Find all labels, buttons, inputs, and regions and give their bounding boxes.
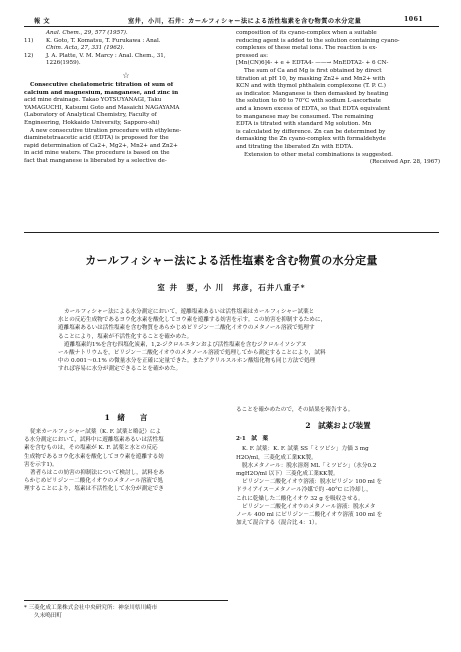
abstract-line: Engineering, Hokkaido University, Sapporo-shi) (24, 119, 160, 126)
body-line: H2O/ml，三菱化成工業KK製。 (236, 454, 317, 461)
abstract-line: to manganese may be consumed. The remaining (236, 113, 374, 120)
abstract-line: rapid determination of Ca2+, Mg2+, Mn2+ and Zn2+ (24, 142, 178, 149)
body-line: 素を含むものは，その塩素が K. F. 試薬と水との反応 (24, 445, 158, 452)
japanese-abstract (58, 308, 420, 374)
body-line: 害を示す1)。 (24, 461, 58, 468)
body-line: らかじめピリジン－二酸化イオウのメタノール溶液で処 (24, 478, 164, 485)
abstract-line: Extension to other metal combinations is suggested. (244, 151, 393, 158)
body-line: 加えて混合する（混合比 4：1）。 (236, 520, 321, 527)
abstract-line: YAMAGUCHI, Katsumi Goto and Masaichi NAGAYAMA (24, 104, 180, 111)
body-line: 生成物であるヨウ化水素を酸化してヨウ素を遊離する妨 (24, 453, 164, 460)
subsection-heading: 2·1 試 薬 (236, 436, 269, 443)
abstract-line: and titrating the liberated Zn with EDTA. (236, 143, 354, 150)
footnote-rule (24, 600, 228, 601)
reference-line: 11) K. Goto, T. Komatsu, T. Furukawa : Anal. (24, 37, 161, 44)
abstract-jp-line: カールフィシャー法による水分測定において，遊離塩素あるいは活性塩素はカールフィシャー試薬と (64, 309, 315, 315)
body-line: 著者らはこの妨害の抑制法について検討し，試料をあ (30, 470, 165, 477)
abstract-jp-line: ることにより，塩素が不活性化することを確かめた。 (58, 333, 193, 340)
body-line: ドライアイス－メタノール冷媒で約 -40°C に冷却し， (236, 487, 372, 494)
body-line: ることを確かめたので，その結果を報告する。 (236, 407, 354, 413)
introduction-text (24, 428, 228, 494)
body-line: ノール 400 ml にピリジン－二酸化イオウ溶液 100 ml を (236, 512, 383, 519)
received-date: (Received Apr. 28, 1967) (369, 159, 440, 166)
abstract-line: (Laboratory of Analytical Chemistry, Faculty of (24, 112, 157, 119)
abstract-line: demasking the Zn cyano-complex with formaldehyde (236, 136, 386, 143)
abstract-line: the solution to 60 to 70°C with sodium L-ascorbate (236, 98, 381, 105)
footnote (24, 604, 228, 620)
footnote-line: * 三菱化成工業株式会社中央研究所：神奈川県川崎市 (24, 605, 158, 611)
abstract-line: as indicator. Manganese is then demasked by heating (236, 90, 389, 97)
abstract-line: A new consecutive titration procedure with ethylene- (30, 127, 182, 134)
footnote-line: 久末鳴田町 (34, 613, 62, 620)
running-title: 室井，小川，石井：カールフィシャー法による活性塩素を含む物質の水分定量 (128, 18, 362, 25)
abstract-jp-line: 遊離塩素約1%を含む四塩化炭素，1,2-ジクロルエタンおよび活性塩素を含むジクロルイソシアヌ (64, 341, 307, 348)
reference-line: Anal. Chem., 29, 577 (1957). (46, 30, 128, 36)
journal-section-label: 報 文 (34, 18, 51, 25)
abstract-line: is calculated by difference. Zn can be determined by (236, 128, 386, 135)
abstract-line: in acid mine waters. The procedure is based on the (24, 150, 170, 157)
body-right-column (236, 406, 440, 527)
abstract-line: diaminetetraacetic acid (EDTA) is proposed for the (24, 135, 169, 142)
abstract-line: acid mine drainage. Takao YOTSUYANAGI, Taku (24, 97, 162, 104)
section-star: ☆ (122, 70, 130, 80)
reference-line: 1226(1959). (46, 60, 81, 67)
abstract-line: complexes of these metal ions. The reaction is ex- (236, 45, 378, 52)
article-title: カールフィシャー法による活性塩素を含む物質の水分定量 (85, 254, 378, 267)
body-line: 脱水メタノール：脱水溶剤 ML「ミツビシ」（水分0.2 (242, 462, 377, 469)
abstract-line: composition of its cyano-complex when a suitable (236, 30, 377, 36)
top-left-column (24, 30, 228, 166)
body-line: ピリジン－二酸化イオウのメタノール溶液：脱水メタ (242, 503, 376, 510)
abstract-title-line: Consecutive chelatometric titration of sum of (30, 81, 174, 88)
abstract-jp-line: 水との反応生成物であるヨウ化水素を酸化してヨウ素を遊離する妨害を示す。この妨害を抑制するために， (58, 317, 327, 324)
page-number: 1061 (404, 16, 424, 23)
reference-line: 12) J. A. Platte, V. M. Marcy : Anal. Chem., 31, (24, 52, 166, 59)
abstract-line: The sum of Ca and Mg is first obtained by direct (244, 67, 382, 74)
abstract-line: and a known excess of EDTA, so that EDTA equivalent (236, 105, 390, 112)
body-line: mgH2O/ml 以下）三菱化成工業KK製。 (236, 471, 339, 478)
abstract-line: titration at pH 10, by masking Zn2+ and Mn2+ with (236, 75, 386, 82)
abstract-title-line: calcium and magnesium, manganese, and zinc in (24, 89, 179, 96)
body-line: K. F. 試薬：K. F. 試薬 SS「ミツビシ」力価 3 mg (242, 446, 369, 453)
top-right-column (236, 30, 440, 167)
abstract-jp-line: 中の 0.001～0.1% の微量水分を正確に定量できた。またアクリルスルホン酸塩化物も同じ方法で処理 (58, 358, 316, 365)
body-line: 理することにより，塩素は不活性化して水分が測定でき (24, 486, 164, 493)
divider-rule (24, 232, 439, 233)
reference-line: Chim. Acta, 27, 331 (1962). (46, 45, 125, 52)
abstract-jp-line: すれば容易に水分が測定できることを確かめた。 (58, 366, 182, 373)
body-line: ピリジン－二酸化イオウ溶液：脱水ピリジン 100 ml を (242, 479, 383, 486)
header-rule (24, 26, 439, 27)
section-heading-reagents: 2 試薬および装置 (305, 421, 371, 431)
abstract-jp-line: ール酸ナトリウムを，ピリジン－二酸化イオウのメタノール溶液で処理してから測定することにより，試料 (58, 350, 326, 357)
article-authors: 室 井 要，小 川 邦彦，石井八重子* (157, 283, 306, 292)
abstract-line: reducing agent is added to the solution containing cyano- (236, 37, 400, 44)
abstract-line: pressed as: (236, 52, 269, 59)
abstract-line: fact that manganese is liberated by a selective de- (24, 157, 167, 164)
body-line: これに乾燥した二酸化イオウ 32 g を吸収させる。 (236, 495, 364, 502)
abstract-line: EDTA is titrated with standard Mg solution. Mn (236, 121, 372, 128)
abstract-line: KCN and with thymol phthalein complexone (T. P. C.) (236, 83, 386, 90)
section-heading-introduction: 1 緒 言 (104, 413, 148, 422)
reaction-equation: [Mn(CN)6]4- + e + EDTA4- ——→ MnEDTA2- + 6 CN- (236, 60, 389, 67)
body-line: る水分測定において，試料中に遊離塩素あるいは活性塩 (24, 437, 164, 444)
abstract-jp-line: 遊離塩素あるいは活性塩素を含む物質をあらかじめピリジン－二酸化イオウのメタノール溶液で処理す (58, 325, 315, 332)
body-line: 従来カールフィシャー試薬（K. F. 試薬と略記）によ (30, 429, 162, 435)
